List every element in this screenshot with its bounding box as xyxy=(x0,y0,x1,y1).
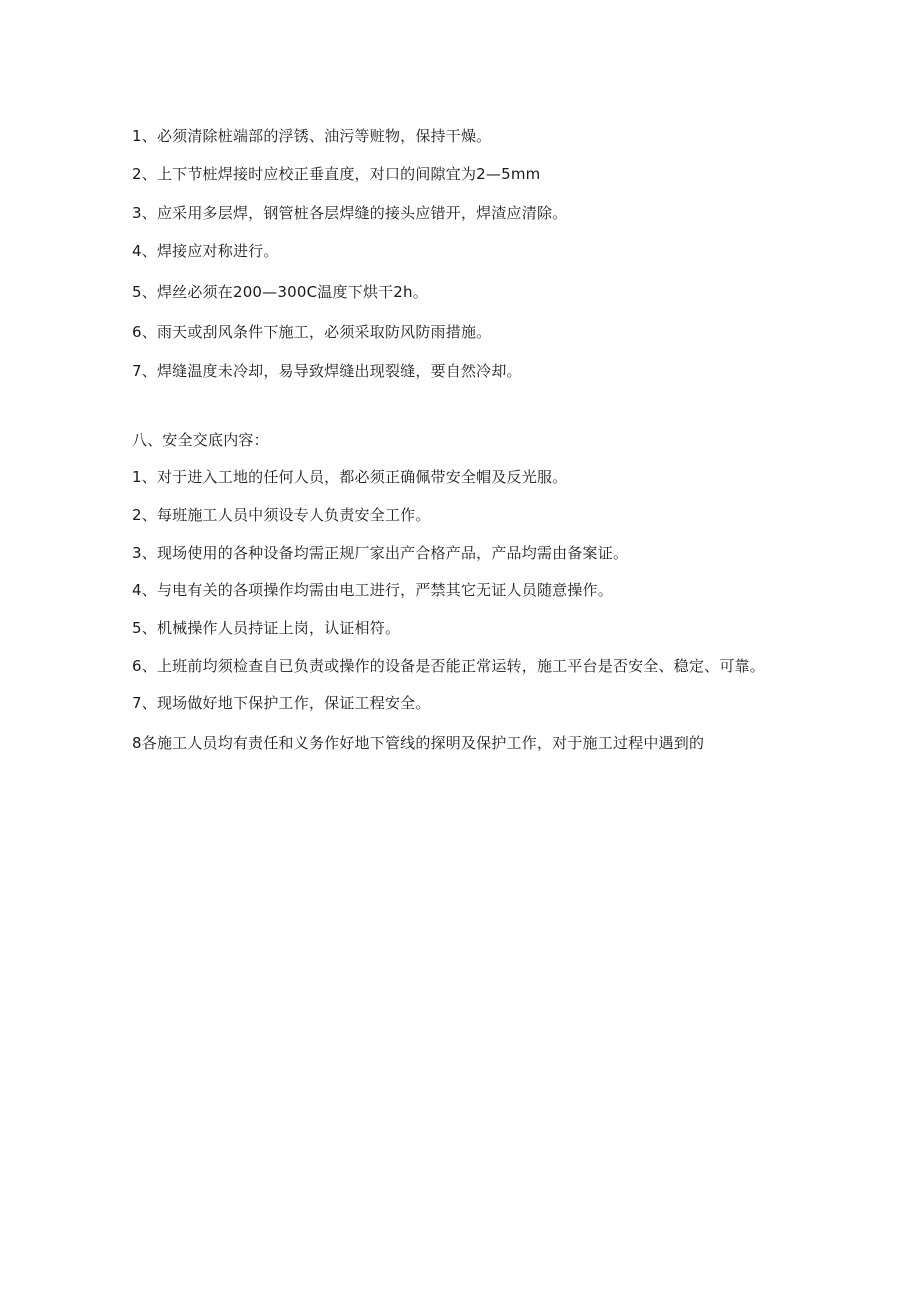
safety-item-3: 3、现场使用的各种设备均需正规厂家出产合格产品，产品均需由备案证。 xyxy=(132,544,629,562)
welding-item-5: 5、焊丝必须在200—300C温度下烘干2h。 xyxy=(132,283,428,301)
welding-item-7: 7、焊缝温度未冷却，易导致焊缝出现裂缝，要自然冷却。 xyxy=(132,362,522,380)
safety-item-8: 8各施工人员均有责任和义务作好地下管线的探明及保护工作，对于施工过程中遇到的 xyxy=(132,734,705,752)
section-heading: 八、安全交底内容： xyxy=(132,431,269,449)
safety-item-1: 1、对于进入工地的任何人员，都必须正确佩带安全帽及反光服。 xyxy=(132,468,568,486)
welding-item-6: 6、雨天或刮风条件下施工，必须采取防风防雨措施。 xyxy=(132,323,492,341)
safety-item-6: 6、上班前均须检查自已负责或操作的设备是否能正常运转，施工平台是否安全、稳定、可靠。 xyxy=(132,657,765,675)
welding-item-2: 2、上下节桩焊接时应校正垂直度，对口的间隙宜为2—5mm xyxy=(132,165,541,183)
welding-item-4: 4、焊接应对称进行。 xyxy=(132,242,279,260)
welding-item-3: 3、应采用多层焊，钢管桩各层焊缝的接头应错开，焊渣应清除。 xyxy=(132,204,568,222)
safety-item-4: 4、与电有关的各项操作均需由电工进行，严禁其它无证人员随意操作。 xyxy=(132,581,613,599)
safety-item-2: 2、每班施工人员中须设专人负责安全工作。 xyxy=(132,506,431,524)
welding-item-1: 1、必须清除桩端部的浮锈、油污等赃物，保持干燥。 xyxy=(132,127,492,145)
safety-item-5: 5、机械操作人员持证上岗，认证相符。 xyxy=(132,619,401,637)
safety-item-7: 7、现场做好地下保护工作，保证工程安全。 xyxy=(132,694,431,712)
